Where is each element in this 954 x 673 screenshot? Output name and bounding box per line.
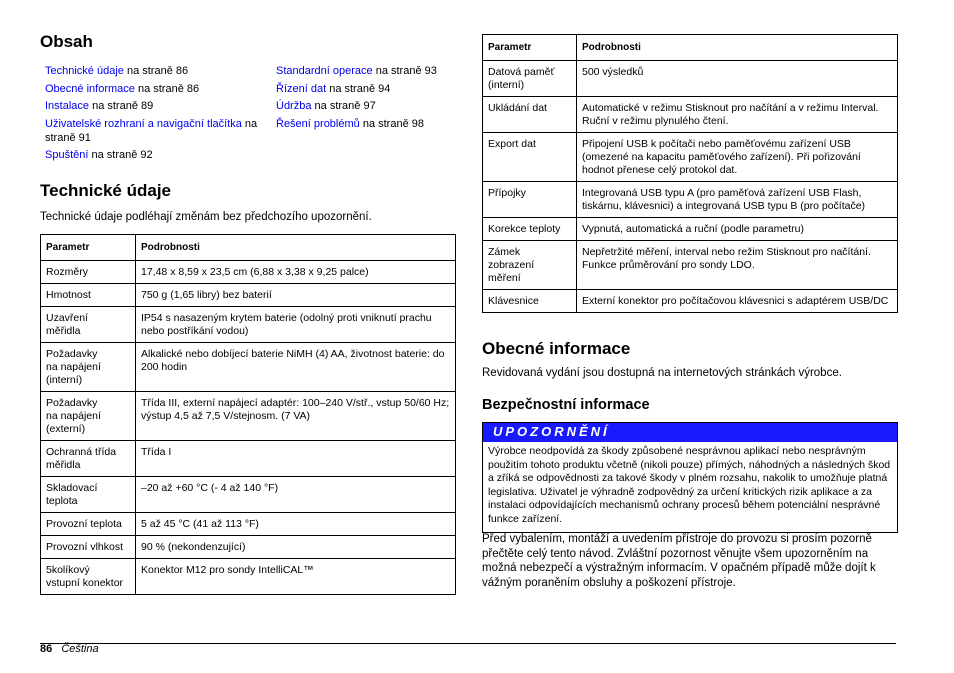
table-row	[483, 218, 898, 241]
details-cell: Připojení USB k počítači nebo paměťovému zařízení USB (omezené na kapacitu paměťového zařízení). Při pořizování hodnot přenese celý protokol dat.	[577, 133, 898, 182]
details-cell: Třída I	[136, 441, 456, 477]
parameter-cell: Ukládání dat	[483, 97, 577, 133]
details-cell: Nepřetržité měření, interval nebo režim Stisknout pro načítání. Funkce průměrování pro sondy LDO.	[577, 241, 898, 290]
details-cell: 5 až 45 °C (41 až 113 °F)	[136, 513, 456, 536]
header-cell: Podrobnosti	[136, 235, 456, 261]
details-cell: Externí konektor pro počítačovou klávesnici s adaptérem USB/DC	[577, 290, 898, 313]
table-row	[41, 307, 456, 343]
parameter-cell: 5kolíkový vstupní konektor	[41, 559, 136, 595]
tech-spec-table	[40, 234, 456, 595]
obecne-intro: Revidovaná vydání jsou dostupná na internetových stránkách výrobce.	[482, 367, 842, 379]
obsah-title: Obsah	[40, 32, 93, 51]
details-cell: Vypnutá, automatická a ruční (podle parametru)	[577, 218, 898, 241]
table-row	[41, 284, 456, 307]
details-cell: Konektor M12 pro sondy IntelliCAL™	[136, 559, 456, 595]
table-row	[41, 477, 456, 513]
header-cell: Parametr	[41, 235, 136, 261]
parameter-cell: Zámek zobrazení měření	[483, 241, 577, 290]
parameter-cell: Skladovací teplota	[41, 477, 136, 513]
table-header-row	[483, 35, 898, 61]
toc-link[interactable]: Řešení problémů	[276, 118, 360, 130]
table-row	[483, 182, 898, 218]
details-cell: 750 g (1,65 libry) bez baterií	[136, 284, 456, 307]
warning-text: Výrobce neodpovídá za škody způsobené nesprávnou aplikací nebo nesprávným použitím tohoto produktu včetně (nikoli pouze) přímých, náhodných a následných škod a zříká se odpovědnosti za takové škody v plném rozsahu, nakolik to umožňuje platná legislativa. Uživatel je výhradně zodpovědný za určení kritických rizik aplikace a za instalaci odpovídajících mechanismů ochrany procesů během potenciální nesprávné funkce zařízení.	[488, 445, 891, 525]
parameter-cell: Požadavky na napájení (externí)	[41, 392, 136, 441]
table-row	[41, 392, 456, 441]
parameter-cell: Provozní vlhkost	[41, 536, 136, 559]
parameter-cell: Ochranná třída měřidla	[41, 441, 136, 477]
tech-intro: Technické údaje podléhají změnám bez předchozího upozornění.	[40, 211, 372, 223]
toc-link[interactable]: Technické údaje	[45, 65, 124, 77]
warning-box	[482, 422, 898, 533]
details-cell: IP54 s nasazeným krytem baterie (odolný proti vniknutí prachu nebo postříkání vodou)	[136, 307, 456, 343]
table-row	[41, 261, 456, 284]
toc-link[interactable]: Instalace	[45, 100, 90, 112]
toc-link[interactable]: Údržba	[276, 100, 312, 112]
parameter-cell: Hmotnost	[41, 284, 136, 307]
footer-divider	[40, 643, 896, 644]
details-cell: 90 % (nekondenzující)	[136, 536, 456, 559]
footer-language: Čeština	[61, 643, 99, 655]
table-row	[41, 536, 456, 559]
tech-title: Technické údaje	[40, 181, 172, 200]
details-cell: 17,48 x 8,59 x 23,5 cm (6,88 x 3,38 x 9,25 palce)	[136, 261, 456, 284]
toc-link[interactable]: Obecné informace	[45, 83, 135, 95]
table-header-row	[41, 235, 456, 261]
safety-paragraph: Před vybalením, montáží a uvedením přístroje do provozu si prosím pozorně přečtěte celý tento návod. Zvláštní pozornost věnujte všem upozorněním na možná nebezpečí a výstražným informacím. V opačném případě může dojít k vážným poraněním obsluhy a poškození přístroje.	[482, 533, 876, 589]
parameter-cell: Datová paměť (interní)	[483, 61, 577, 97]
table-row	[483, 133, 898, 182]
details-cell: Alkalické nebo dobíjecí baterie NiMH (4) AA, životnost baterie: do 200 hodin	[136, 343, 456, 392]
header-cell: Podrobnosti	[577, 35, 898, 61]
table-row	[41, 343, 456, 392]
table-row	[41, 513, 456, 536]
toc-link[interactable]: Uživatelské rozhraní a navigační tlačítka	[45, 118, 242, 130]
details-cell: Integrovaná USB typu A (pro paměťová zařízení USB Flash, tiskárnu, klávesnici) a integrovaná USB typu B (pro počítače)	[577, 182, 898, 218]
parameter-cell: Přípojky	[483, 182, 577, 218]
parameter-cell: Provozní teplota	[41, 513, 136, 536]
details-cell: Automatické v režimu Stisknout pro načítání a v režimu Interval. Ruční v režimu plynulého čtení.	[577, 97, 898, 133]
table-row	[483, 241, 898, 290]
table-row	[483, 290, 898, 313]
toc-link[interactable]: Spuštění	[45, 149, 89, 161]
details-cell: Třída III, externí napájecí adaptér: 100–240 V/stř., vstup 50/60 Hz; výstup 4,5 až 7,5 V/stejnosm. (7 VA)	[136, 392, 456, 441]
table-row	[41, 441, 456, 477]
parameter-cell: Export dat	[483, 133, 577, 182]
table-row	[41, 559, 456, 595]
bezpecnost-title: Bezpečnostní informace	[482, 397, 650, 413]
page-number: 86	[40, 643, 53, 655]
warning-label: UPOZORNĚNÍ	[483, 423, 897, 442]
toc-link[interactable]: Řízení dat	[276, 83, 327, 95]
details-cell: 500 výsledků	[577, 61, 898, 97]
details-cell: –20 až +60 °C (- 4 až 140 °F)	[136, 477, 456, 513]
parameter-cell: Požadavky na napájení (interní)	[41, 343, 136, 392]
table-row	[483, 97, 898, 133]
parameter-cell: Rozměry	[41, 261, 136, 284]
parameter-cell: Klávesnice	[483, 290, 577, 313]
spec-table-continued	[482, 34, 898, 313]
footer	[40, 643, 99, 655]
toc-link[interactable]: Standardní operace	[276, 65, 373, 77]
table-row	[483, 61, 898, 97]
parameter-cell: Korekce teploty	[483, 218, 577, 241]
parameter-cell: Uzavření měřidla	[41, 307, 136, 343]
obecne-title: Obecné informace	[482, 339, 631, 358]
header-cell: Parametr	[483, 35, 577, 61]
